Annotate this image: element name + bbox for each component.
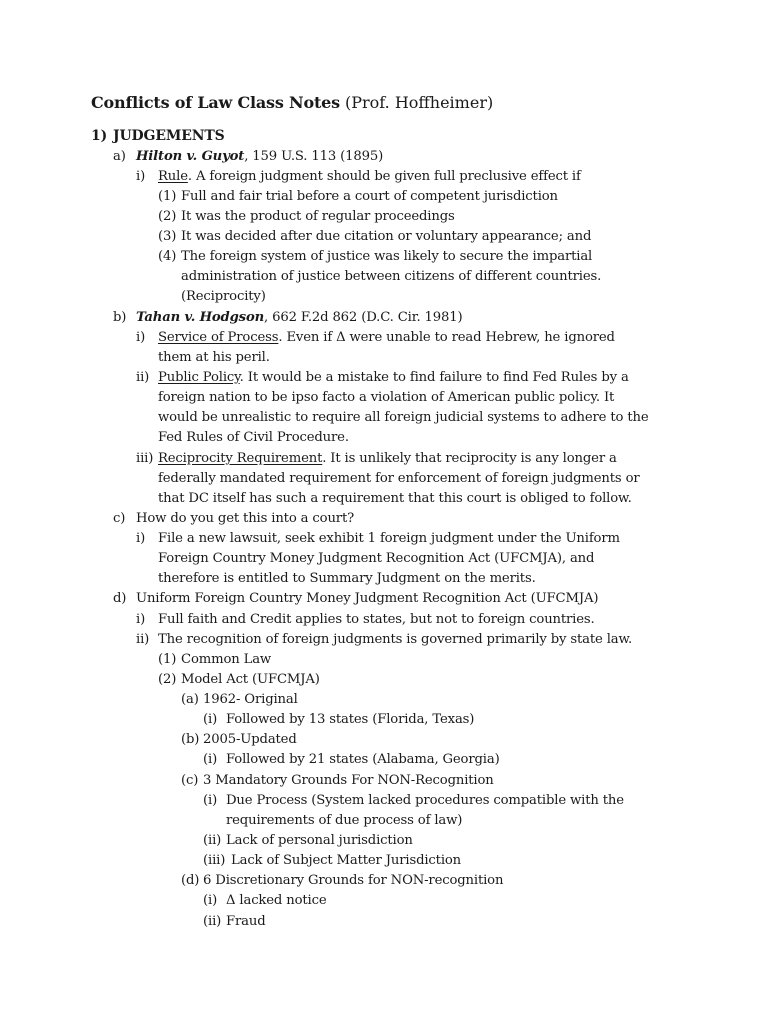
list-item: Followed by 13 states (Florida, Texas): [226, 712, 475, 727]
num-marker: (2): [158, 209, 177, 224]
sub-marker: (ii): [203, 914, 222, 929]
rule-text: . A foreign judgment should be given full preclusive effect if: [187, 169, 581, 184]
sub-marker: (c): [181, 773, 199, 788]
item-marker: i): [136, 612, 146, 627]
rule-term: Rule: [158, 169, 188, 184]
list-item: Lack of personal jurisdiction: [226, 833, 413, 848]
num-marker: (1): [158, 189, 177, 204]
service-line-cont: them at his peril.: [158, 350, 270, 365]
reciprocity-term: Reciprocity Requirement: [158, 451, 323, 466]
answer-line-cont: therefore is entitled to Summary Judgment on the merits.: [158, 571, 536, 586]
case-cite: , 159 U.S. 113 (1895): [244, 149, 384, 164]
question-line: How do you get this into a court?: [136, 511, 355, 526]
policy-text: . It would be a mistake to find failure to find Fed Rules by a: [239, 370, 629, 385]
list-item: Due Process (System lacked procedures compatible with the: [226, 793, 624, 808]
policy-line-cont: would be unrealistic to require all foreign judicial systems to adhere to the: [158, 410, 649, 425]
title-main: Conflicts of Law Class Notes: [91, 93, 340, 112]
sub-marker: (a): [181, 692, 199, 707]
case-name: Tahan v. Hodgson: [136, 310, 265, 325]
reciprocity-line-cont: that DC itself has such a requirement that this court is obliged to follow.: [158, 491, 632, 506]
list-item: 2005-Updated: [203, 732, 297, 747]
sub-marker: (iii): [203, 853, 226, 868]
title-professor: (Prof. Hoffheimer): [345, 93, 494, 112]
item-marker: i): [136, 330, 146, 345]
sub-marker: (i): [203, 893, 218, 908]
list-item: Δ lacked notice: [226, 893, 327, 908]
num-marker: (4): [158, 249, 177, 264]
document-title: [91, 93, 493, 112]
item-marker: ii): [136, 632, 150, 647]
list-item: Full and fair trial before a court of competent jurisdiction: [181, 189, 558, 204]
list-item: Model Act (UFCMJA): [181, 672, 320, 687]
list-item: 6 Discretionary Grounds for NON-recognition: [203, 873, 504, 888]
list-item: It was the product of regular proceedings: [181, 209, 455, 224]
act-heading: Uniform Foreign Country Money Judgment Recognition Act (UFCMJA): [136, 591, 599, 606]
section-marker: 1): [91, 128, 108, 144]
sub-marker: (i): [203, 712, 218, 727]
num-marker: (3): [158, 229, 177, 244]
reciprocity-line: [158, 449, 617, 469]
case-cite: , 662 F.2d 862 (D.C. Cir. 1981): [264, 310, 463, 325]
policy-line: [158, 368, 629, 388]
list-item: It was decided after due citation or voluntary appearance; and: [181, 229, 592, 244]
section-heading: JUDGEMENTS: [113, 128, 225, 144]
case-name: Hilton v. Guyot: [136, 149, 245, 164]
list-item-cont: administration of justice between citizens of different countries.: [181, 269, 602, 284]
case-tahan: [136, 308, 463, 328]
list-item: 1962- Original: [203, 692, 298, 707]
list-item: Lack of Subject Matter Jurisdiction: [231, 853, 462, 868]
case-hilton: [136, 147, 383, 167]
item-marker: i): [136, 531, 146, 546]
list-item: Fraud: [226, 914, 266, 929]
list-item: 3 Mandatory Grounds For NON-Recognition: [203, 773, 494, 788]
item-marker: i): [136, 169, 146, 184]
reciprocity-text: . It is unlikely that reciprocity is any longer a: [322, 451, 617, 466]
sub-marker: (i): [203, 752, 218, 767]
list-item: Full faith and Credit applies to states, but not to foreign countries.: [158, 612, 595, 627]
num-marker: (2): [158, 672, 177, 687]
sub-marker: (b): [181, 732, 200, 747]
service-term: Service of Process: [158, 330, 279, 345]
sub-marker: (i): [203, 793, 218, 808]
service-line: [158, 328, 615, 348]
list-item-cont: requirements of due process of law): [226, 813, 463, 828]
list-item: The recognition of foreign judgments is governed primarily by state law.: [158, 632, 633, 647]
policy-line-cont: foreign nation to be ipso facto a violation of American public policy. It: [158, 390, 615, 405]
answer-line: File a new lawsuit, seek exhibit 1 foreign judgment under the Uniform: [158, 531, 620, 546]
service-text: . Even if Δ were unable to read Hebrew, he ignored: [278, 330, 615, 345]
item-marker-c: c): [113, 511, 126, 526]
list-item: The foreign system of justice was likely to secure the impartial: [181, 249, 593, 264]
list-item: Followed by 21 states (Alabama, Georgia): [226, 752, 500, 767]
answer-line-cont: Foreign Country Money Judgment Recognition Act (UFCMJA), and: [158, 551, 595, 566]
policy-line-cont: Fed Rules of Civil Procedure.: [158, 430, 349, 445]
list-item: Common Law: [181, 652, 272, 667]
reciprocity-line-cont: federally mandated requirement for enforcement of foreign judgments or: [158, 471, 640, 486]
num-marker: (1): [158, 652, 177, 667]
item-marker-a: a): [113, 149, 126, 164]
item-marker: ii): [136, 370, 150, 385]
sub-marker: (ii): [203, 833, 222, 848]
policy-term: Public Policy: [158, 370, 240, 385]
list-item-cont: (Reciprocity): [181, 289, 266, 304]
item-marker-d: d): [113, 591, 127, 606]
rule-line: [158, 167, 581, 187]
item-marker-b: b): [113, 310, 127, 325]
item-marker: iii): [136, 451, 154, 466]
sub-marker: (d): [181, 873, 200, 888]
